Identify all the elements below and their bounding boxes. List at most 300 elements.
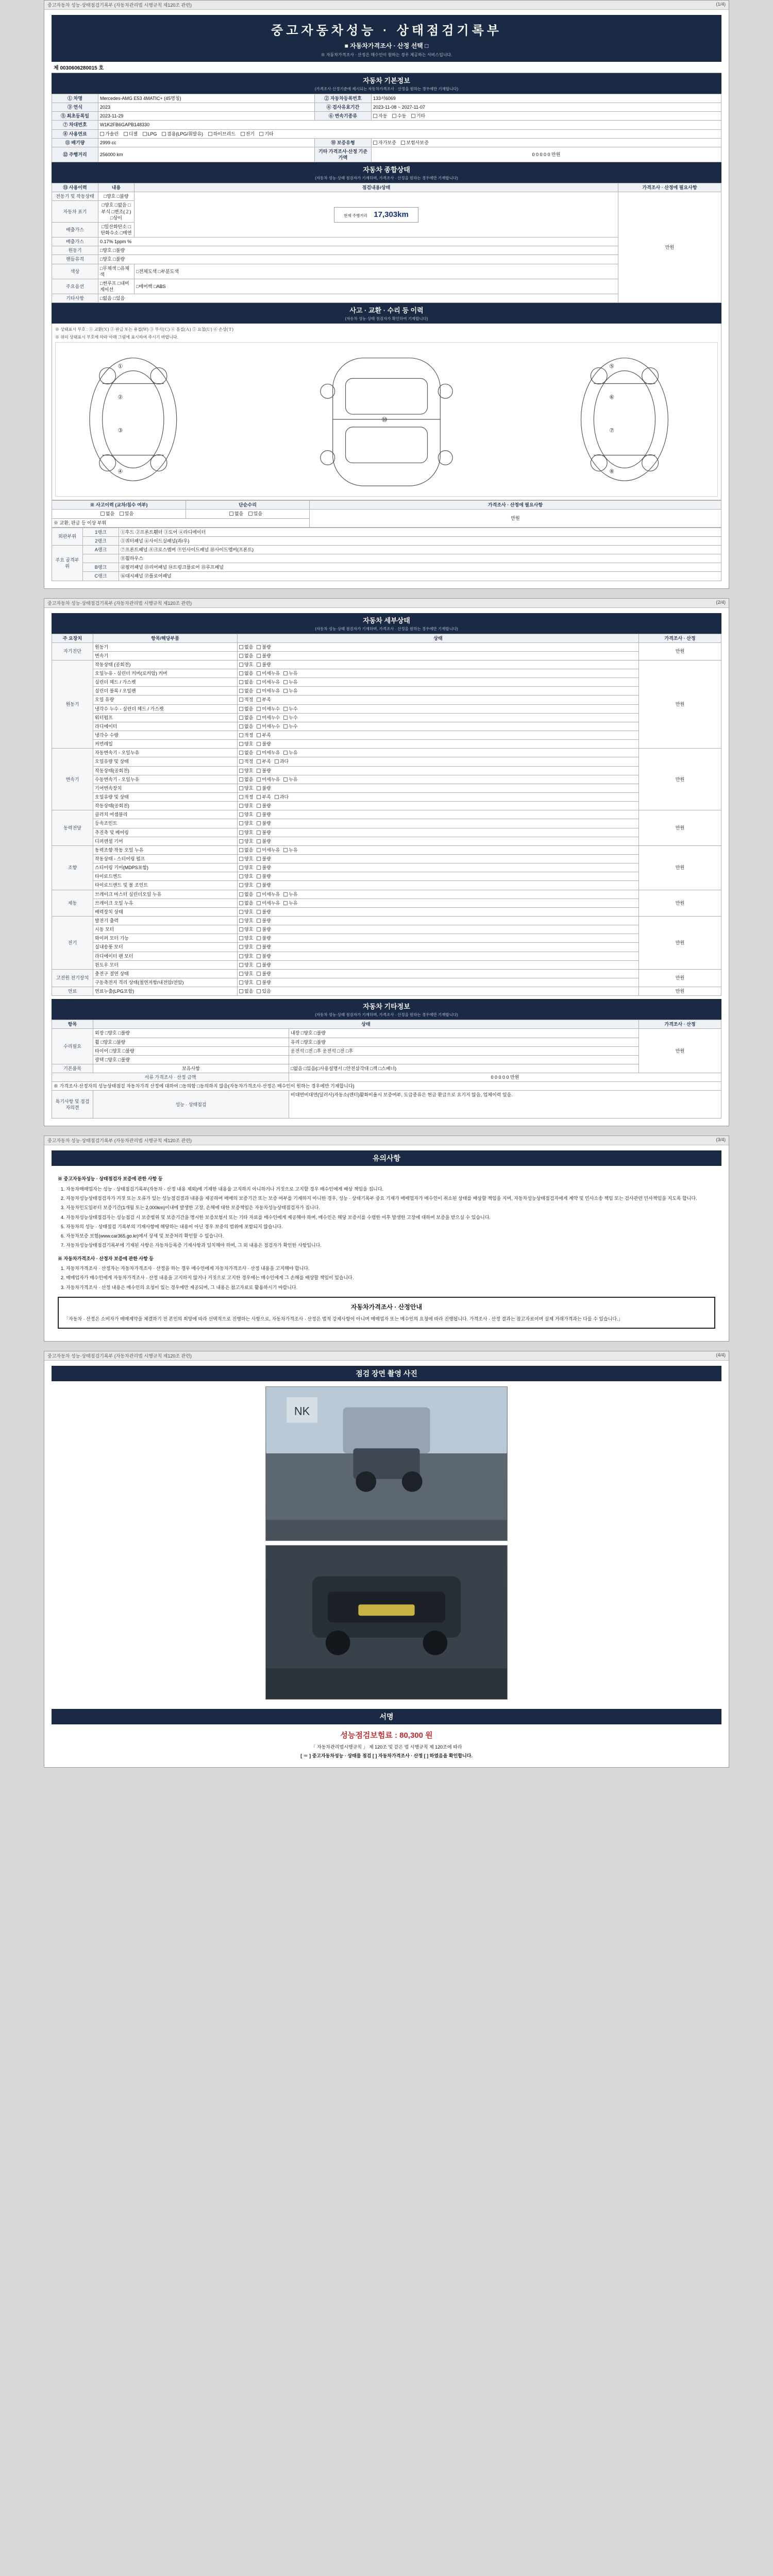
checkbox-option[interactable] xyxy=(257,926,271,933)
row-detail[interactable]: □에어백 □ABS xyxy=(135,279,618,294)
checkbox-option[interactable] xyxy=(283,847,297,853)
checkbox-option[interactable] xyxy=(239,662,253,668)
fuel-checks[interactable] xyxy=(98,129,721,138)
detail-item-state[interactable] xyxy=(238,907,639,916)
transmission-checks[interactable] xyxy=(372,112,721,121)
checkbox-option[interactable] xyxy=(257,873,271,879)
checkbox-icon[interactable] xyxy=(239,716,243,720)
checkbox-option[interactable] xyxy=(257,935,271,941)
checkbox-icon[interactable] xyxy=(239,892,243,896)
checkbox-icon[interactable] xyxy=(257,751,261,755)
checkbox-option[interactable] xyxy=(239,706,253,712)
checkbox-option[interactable] xyxy=(257,909,271,915)
checkbox-icon[interactable] xyxy=(283,680,288,684)
row-content[interactable]: □양호 □불량 xyxy=(98,246,618,255)
parts-list[interactable]: ⑪휠하우스 xyxy=(119,554,721,563)
checkbox-icon[interactable] xyxy=(283,848,288,852)
checkbox-option[interactable] xyxy=(239,688,253,694)
checkbox-option[interactable] xyxy=(239,926,253,933)
checkbox-icon[interactable] xyxy=(239,795,243,799)
checkbox-option[interactable] xyxy=(257,776,280,783)
checkbox-option[interactable] xyxy=(257,653,271,659)
special-text[interactable]: 비대면비대면(딜러사)자동소(렌터)활화비율시 보증여부, 도급종류은 현금 환급으로 요기지 않음, 업체이력 있음. xyxy=(289,1091,721,1118)
checkbox-icon[interactable] xyxy=(283,689,288,693)
row-content[interactable]: □없음 □있음 xyxy=(98,294,618,303)
checkbox-option[interactable] xyxy=(257,750,280,756)
row-b[interactable]: □없음 □있음(□사용설명서 □안전삼각대 □잭 □스패너) xyxy=(289,1064,639,1073)
checkbox-icon[interactable] xyxy=(283,751,288,755)
detail-group-label: 동력전달 xyxy=(52,810,93,846)
detail-item-state[interactable] xyxy=(238,775,639,784)
checkbox-option[interactable] xyxy=(239,900,253,906)
table-row xyxy=(52,1038,721,1046)
checkbox-label: 자동 xyxy=(378,113,388,119)
checkbox-accident-yes[interactable] xyxy=(120,512,124,516)
checkbox-option[interactable] xyxy=(257,891,280,897)
checkbox-option[interactable] xyxy=(257,768,271,774)
checkbox-icon[interactable] xyxy=(257,919,261,923)
checkbox-manual[interactable] xyxy=(392,114,396,118)
detail-item-state[interactable] xyxy=(238,810,639,819)
parts-list[interactable]: ⑫필러패널 ⑬리어패널 ⑭트렁크플로어 ⑮루프패널 xyxy=(119,563,721,572)
checkbox-icon[interactable] xyxy=(257,874,261,878)
simple-repair-checks[interactable]: 없음 있음 xyxy=(186,510,310,518)
checkbox-auto[interactable] xyxy=(373,114,377,118)
table-row xyxy=(52,1073,721,1082)
row-content[interactable]: □양호 □없음 □부식 □변조(２) □상이 xyxy=(98,201,135,222)
checkbox-option[interactable] xyxy=(283,776,297,783)
detail-item-state[interactable] xyxy=(238,890,639,899)
checkbox-gasoline[interactable] xyxy=(100,132,104,136)
checkbox-diesel[interactable] xyxy=(124,132,128,136)
checkbox-icon[interactable] xyxy=(239,972,243,976)
checkbox-label: 없음 xyxy=(244,706,254,711)
detail-price-cell: 만원 xyxy=(639,810,721,846)
detail-item-state[interactable] xyxy=(238,749,639,757)
detail-item-state[interactable] xyxy=(238,872,639,881)
detail-item-state[interactable] xyxy=(238,819,639,828)
checkbox-option[interactable] xyxy=(283,706,297,712)
checkbox-icon[interactable] xyxy=(257,733,261,737)
checkbox-icon[interactable] xyxy=(257,795,261,799)
detail-item-label: 추진축 및 베어링 xyxy=(93,828,238,837)
checkbox-icon[interactable] xyxy=(239,680,243,684)
checkbox-option[interactable] xyxy=(257,758,271,765)
checkbox-icon[interactable] xyxy=(239,821,243,825)
checkbox-icon[interactable] xyxy=(257,839,261,843)
row-a[interactable]: 외장 □양호 □불량 xyxy=(93,1029,289,1038)
detail-item-state[interactable] xyxy=(238,766,639,775)
detail-item-state[interactable] xyxy=(238,642,639,651)
checkbox-option[interactable] xyxy=(257,856,271,862)
checkbox-icon[interactable] xyxy=(239,707,243,711)
checkbox-option[interactable] xyxy=(257,865,271,871)
detail-item-state[interactable] xyxy=(238,863,639,872)
checkbox-option[interactable] xyxy=(239,873,253,879)
checkbox-icon[interactable] xyxy=(257,821,261,825)
checkbox-option[interactable] xyxy=(239,882,253,888)
detail-item-state[interactable] xyxy=(238,837,639,845)
checkbox-option[interactable] xyxy=(257,741,271,747)
row-content[interactable]: □무채색 □유채색 xyxy=(98,264,135,279)
detail-item-state[interactable] xyxy=(238,855,639,863)
notice-list-1 xyxy=(66,1185,715,1250)
checkbox-icon[interactable] xyxy=(257,927,261,931)
checkbox-option[interactable] xyxy=(257,820,271,826)
checkbox-option[interactable] xyxy=(257,670,280,676)
detail-item-state[interactable] xyxy=(238,731,639,740)
checkbox-option[interactable] xyxy=(239,909,253,915)
checkbox-option[interactable] xyxy=(257,829,271,836)
table-row xyxy=(52,1046,721,1055)
checkbox-option[interactable] xyxy=(239,768,253,774)
checkbox-icon[interactable] xyxy=(257,945,261,949)
checkbox-icon[interactable] xyxy=(283,777,288,782)
checkbox-option[interactable] xyxy=(239,820,253,826)
checkbox-icon[interactable] xyxy=(257,910,261,914)
inspection-photo-2[interactable] xyxy=(265,1545,508,1700)
checkbox-option[interactable] xyxy=(239,944,253,950)
detail-item-state[interactable] xyxy=(238,969,639,978)
checkbox-icon[interactable] xyxy=(239,769,243,773)
checkbox-dual[interactable] xyxy=(162,132,166,136)
checkbox-option[interactable] xyxy=(239,811,253,818)
checkbox-icon[interactable] xyxy=(257,812,261,817)
checkbox-icon[interactable] xyxy=(239,812,243,817)
col-head: ⑬ 사용이력 xyxy=(52,183,98,192)
detail-item-state[interactable] xyxy=(238,678,639,687)
detail-item-state[interactable] xyxy=(238,687,639,696)
row-b[interactable]: 유리 □양호 □불량 xyxy=(289,1038,639,1046)
checkbox-icon[interactable] xyxy=(257,707,261,711)
checkbox-icon[interactable] xyxy=(239,733,243,737)
checkbox-accident-no[interactable] xyxy=(100,512,105,516)
detail-item-state[interactable] xyxy=(238,934,639,943)
checkbox-option[interactable] xyxy=(239,750,253,756)
checkbox-option[interactable] xyxy=(257,706,280,712)
checkbox-icon[interactable] xyxy=(239,945,243,949)
checkbox-option[interactable] xyxy=(283,750,297,756)
checkbox-option[interactable] xyxy=(257,918,271,924)
checkbox-option[interactable] xyxy=(239,679,253,685)
checkbox-option[interactable] xyxy=(283,715,297,721)
checkbox-option[interactable] xyxy=(239,741,253,747)
checkbox-option[interactable] xyxy=(257,803,271,809)
parts-list[interactable]: ⑯대시패널 ⑰플로어패널 xyxy=(119,572,721,581)
checkbox-icon[interactable] xyxy=(239,883,243,887)
basic-label: ⑥ 변속기종류 xyxy=(315,112,372,121)
checkbox-option[interactable] xyxy=(239,758,253,765)
checkbox-label: 누유 xyxy=(289,900,298,906)
checkbox-option[interactable] xyxy=(239,865,253,871)
checkbox-option[interactable] xyxy=(239,847,253,853)
detail-item-state[interactable] xyxy=(238,740,639,749)
checkbox-icon[interactable] xyxy=(283,707,288,711)
checkbox-icon[interactable] xyxy=(239,777,243,782)
checkbox-label: 불량 xyxy=(262,979,271,985)
checkbox-fuel-other[interactable] xyxy=(259,132,263,136)
row-content[interactable]: □썬루프 □내비게이션 xyxy=(98,279,135,294)
checkbox-option[interactable] xyxy=(257,847,280,853)
checkbox-icon[interactable] xyxy=(283,724,288,728)
checkbox-option[interactable] xyxy=(239,838,253,844)
detail-item-state[interactable] xyxy=(238,987,639,996)
checkbox-option[interactable] xyxy=(283,891,297,897)
checkbox-option[interactable] xyxy=(257,697,271,703)
checkbox-icon[interactable] xyxy=(239,671,243,675)
detail-item-state[interactable] xyxy=(238,917,639,925)
checkbox-icon[interactable] xyxy=(239,857,243,861)
detail-item-state[interactable] xyxy=(238,960,639,969)
checkbox-option[interactable] xyxy=(239,918,253,924)
checkbox-icon[interactable] xyxy=(239,936,243,940)
checkbox-icon[interactable] xyxy=(257,769,261,773)
table-row xyxy=(52,952,721,960)
row-content[interactable]: □양호 □불량 xyxy=(98,192,135,201)
checkbox-icon[interactable] xyxy=(257,936,261,940)
checkbox-icon[interactable] xyxy=(257,954,261,958)
checkbox-option[interactable] xyxy=(239,653,253,659)
row-b[interactable] xyxy=(289,1055,639,1064)
detail-item-state[interactable] xyxy=(238,845,639,854)
checkbox-option[interactable] xyxy=(257,723,280,730)
checkbox-option[interactable] xyxy=(239,856,253,862)
checkbox-hybrid[interactable] xyxy=(208,132,212,136)
checkbox-option[interactable] xyxy=(239,644,253,650)
table-row xyxy=(52,934,721,943)
table-row xyxy=(52,793,721,802)
checkbox-option[interactable] xyxy=(239,962,253,968)
detail-item-state[interactable] xyxy=(238,713,639,722)
checkbox-icon[interactable] xyxy=(257,866,261,870)
row-b[interactable]: 내장 □양호 □불량 xyxy=(289,1029,639,1038)
checkbox-option[interactable] xyxy=(239,723,253,730)
checkbox-icon[interactable] xyxy=(239,874,243,878)
checkbox-icon[interactable] xyxy=(239,919,243,923)
photo-2-scene xyxy=(266,1546,507,1699)
checkbox-icon[interactable] xyxy=(239,786,243,790)
checkbox-option[interactable] xyxy=(257,882,271,888)
checkbox-icon[interactable] xyxy=(239,927,243,931)
parts-list[interactable]: ⑦프론트패널 ⑧크로스멤버 ⑨인사이드패널 ⑩사이드멤버(프론트) xyxy=(119,545,721,554)
parts-list[interactable]: ①후드 ②프론트휀더 ③도어 ④라디에이터 xyxy=(119,528,721,536)
checkbox-icon[interactable] xyxy=(257,680,261,684)
checkbox-icon[interactable] xyxy=(257,689,261,693)
checkbox-icon[interactable] xyxy=(283,716,288,720)
car-diagram[interactable] xyxy=(55,342,718,497)
checkbox-option[interactable] xyxy=(239,935,253,941)
checkbox-electric[interactable] xyxy=(241,132,245,136)
row-a[interactable]: 광택 □양호 □불량 xyxy=(93,1055,289,1064)
checkbox-icon[interactable] xyxy=(239,724,243,728)
accident-history-checks[interactable]: 없음 있음 xyxy=(52,510,186,518)
checkbox-option[interactable] xyxy=(239,979,253,986)
checkbox-option[interactable] xyxy=(275,758,289,765)
checkbox-option[interactable] xyxy=(283,900,297,906)
checkbox-icon[interactable] xyxy=(283,901,288,905)
checkbox-option[interactable] xyxy=(239,988,253,994)
checkbox-icon[interactable] xyxy=(257,892,261,896)
checkbox-icon[interactable] xyxy=(239,980,243,985)
warranty-checks[interactable] xyxy=(372,138,721,147)
checkbox-option[interactable] xyxy=(283,670,297,676)
detail-item-state[interactable] xyxy=(238,651,639,660)
row-b[interactable]: 운전석 □전 □후 운전석 □전 □후 xyxy=(289,1046,639,1055)
checkbox-icon[interactable] xyxy=(257,972,261,976)
checkbox-option[interactable] xyxy=(239,953,253,959)
detail-item-state[interactable] xyxy=(238,757,639,766)
checkbox-icon[interactable] xyxy=(257,724,261,728)
checkbox-icon[interactable] xyxy=(257,742,261,746)
detail-item-state[interactable] xyxy=(238,952,639,960)
checkbox-icon[interactable] xyxy=(257,989,261,993)
checkbox-icon[interactable] xyxy=(239,698,243,702)
checkbox-icon[interactable] xyxy=(257,777,261,782)
checkbox-option[interactable] xyxy=(257,679,280,685)
checkbox-icon[interactable] xyxy=(257,857,261,861)
detail-item-state[interactable] xyxy=(238,704,639,713)
mileage-value xyxy=(98,147,315,162)
checkbox-icon[interactable] xyxy=(257,654,261,658)
checkbox-repair-no[interactable] xyxy=(229,512,233,516)
checkbox-option[interactable] xyxy=(257,900,280,906)
row-detail[interactable]: □전체도색 □부분도색 xyxy=(135,264,618,279)
checkbox-option[interactable] xyxy=(257,944,271,950)
checkbox-option[interactable] xyxy=(257,715,280,721)
checkbox-icon[interactable] xyxy=(239,848,243,852)
checkbox-icon[interactable] xyxy=(257,901,261,905)
checkbox-option[interactable] xyxy=(257,811,271,818)
col-head: 상태 xyxy=(93,1020,639,1029)
checkbox-option[interactable] xyxy=(283,679,297,685)
checkbox-repair-yes[interactable] xyxy=(248,512,253,516)
checkbox-icon[interactable] xyxy=(257,963,261,967)
checkbox-icon[interactable] xyxy=(239,742,243,746)
checkbox-icon[interactable] xyxy=(257,759,261,764)
inspection-photo-1[interactable] xyxy=(265,1386,508,1541)
checkbox-option[interactable] xyxy=(257,979,271,986)
checkbox-icon[interactable] xyxy=(239,954,243,958)
detail-item-state[interactable] xyxy=(238,696,639,704)
checkbox-icon[interactable] xyxy=(239,689,243,693)
checkbox-option[interactable] xyxy=(239,971,253,977)
detail-item-state[interactable] xyxy=(238,828,639,837)
checkbox-option[interactable] xyxy=(239,785,253,791)
checkbox-icon[interactable] xyxy=(239,963,243,967)
checkbox-label: 부족 xyxy=(262,759,271,765)
checkbox-option[interactable] xyxy=(257,732,271,738)
checkbox-lpg[interactable] xyxy=(143,132,147,136)
detail-item-state[interactable] xyxy=(238,881,639,890)
checkbox-option[interactable] xyxy=(239,776,253,783)
checkbox-option[interactable] xyxy=(257,662,271,668)
checkbox-option[interactable] xyxy=(257,962,271,968)
checkbox-option[interactable] xyxy=(239,803,253,809)
parts-list[interactable]: ⑤쿼터패널 ⑥사이드실패널(좌/우) xyxy=(119,536,721,545)
checkbox-icon[interactable] xyxy=(257,698,261,702)
checkbox-icon[interactable] xyxy=(239,804,243,808)
checkbox-option[interactable] xyxy=(239,732,253,738)
checkbox-label: 미세누수 xyxy=(262,706,280,711)
detail-item-state[interactable] xyxy=(238,899,639,907)
checkbox-icon[interactable] xyxy=(275,759,279,764)
checkbox-icon[interactable] xyxy=(239,759,243,764)
detail-item-state[interactable] xyxy=(238,784,639,792)
checkbox-option[interactable] xyxy=(257,838,271,844)
checkbox-icon[interactable] xyxy=(257,663,261,667)
checkbox-icon[interactable] xyxy=(257,980,261,985)
checkbox-option[interactable] xyxy=(239,715,253,721)
checkbox-option[interactable] xyxy=(257,988,271,994)
checkbox-icon[interactable] xyxy=(257,671,261,675)
detail-item-state[interactable] xyxy=(238,722,639,731)
checkbox-option[interactable] xyxy=(257,794,271,800)
checkbox-option[interactable] xyxy=(239,829,253,836)
checkbox-icon[interactable] xyxy=(239,751,243,755)
checkbox-icon[interactable] xyxy=(283,671,288,675)
checkbox-icon[interactable] xyxy=(257,883,261,887)
detail-item-state[interactable] xyxy=(238,943,639,952)
checkbox-icon[interactable] xyxy=(257,786,261,790)
detail-item-state[interactable] xyxy=(238,660,639,669)
detail-item-state[interactable] xyxy=(238,925,639,934)
checkbox-option[interactable] xyxy=(239,891,253,897)
detail-item-state[interactable] xyxy=(238,978,639,987)
checkbox-icon[interactable] xyxy=(275,795,279,799)
detail-item-state[interactable] xyxy=(238,669,639,678)
checkbox-other[interactable] xyxy=(411,114,415,118)
table-row xyxy=(52,554,721,563)
table-row xyxy=(52,819,721,828)
checkbox-icon[interactable] xyxy=(283,892,288,896)
checkbox-self-warranty[interactable] xyxy=(373,141,377,145)
checkbox-option[interactable] xyxy=(239,794,253,800)
checkbox-icon[interactable] xyxy=(239,663,243,667)
checkbox-option[interactable] xyxy=(283,723,297,730)
checkbox-icon[interactable] xyxy=(239,910,243,914)
checkbox-icon[interactable] xyxy=(239,839,243,843)
checkbox-icon[interactable] xyxy=(257,645,261,649)
diagram-note-1: ※ 상태표시 부호 : ① 교환(Ｘ) ② 판금 또는 용접(Ｗ) ③ 부식(Ｃ) ④ 흠집(Ａ) ⑤ 요철(Ｕ) ⑥ 손상(Ｔ) xyxy=(55,327,233,332)
checkbox-icon[interactable] xyxy=(257,804,261,808)
detail-item-state[interactable] xyxy=(238,793,639,802)
checkbox-icon[interactable] xyxy=(257,716,261,720)
checkbox-icon[interactable] xyxy=(239,901,243,905)
row-content[interactable]: □일산화탄소 □탄화수소 □매연 xyxy=(98,222,135,237)
checkbox-insurer-warranty[interactable] xyxy=(401,141,405,145)
checkbox-icon[interactable] xyxy=(257,831,261,835)
checkbox-option[interactable] xyxy=(257,971,271,977)
checkbox-icon[interactable] xyxy=(239,645,243,649)
checkbox-icon[interactable] xyxy=(239,866,243,870)
checkbox-option[interactable] xyxy=(257,953,271,959)
row-a[interactable]: 휠 □양호 □불량 xyxy=(93,1038,289,1046)
checkbox-option[interactable] xyxy=(239,697,253,703)
detail-item-state[interactable] xyxy=(238,802,639,810)
checkbox-option[interactable] xyxy=(283,688,297,694)
row-content[interactable]: □양호 □불량 xyxy=(98,255,618,264)
checkbox-option[interactable] xyxy=(275,794,289,800)
row-a[interactable]: 타이어 □양호 □불량 xyxy=(93,1046,289,1055)
checkbox-option[interactable] xyxy=(257,785,271,791)
checkbox-icon[interactable] xyxy=(257,848,261,852)
checkbox-option[interactable] xyxy=(257,644,271,650)
checkbox-option[interactable] xyxy=(239,670,253,676)
checkbox-icon[interactable] xyxy=(239,989,243,993)
checkbox-icon[interactable] xyxy=(239,831,243,835)
checkbox-option[interactable] xyxy=(257,688,280,694)
checkbox-icon[interactable] xyxy=(239,654,243,658)
